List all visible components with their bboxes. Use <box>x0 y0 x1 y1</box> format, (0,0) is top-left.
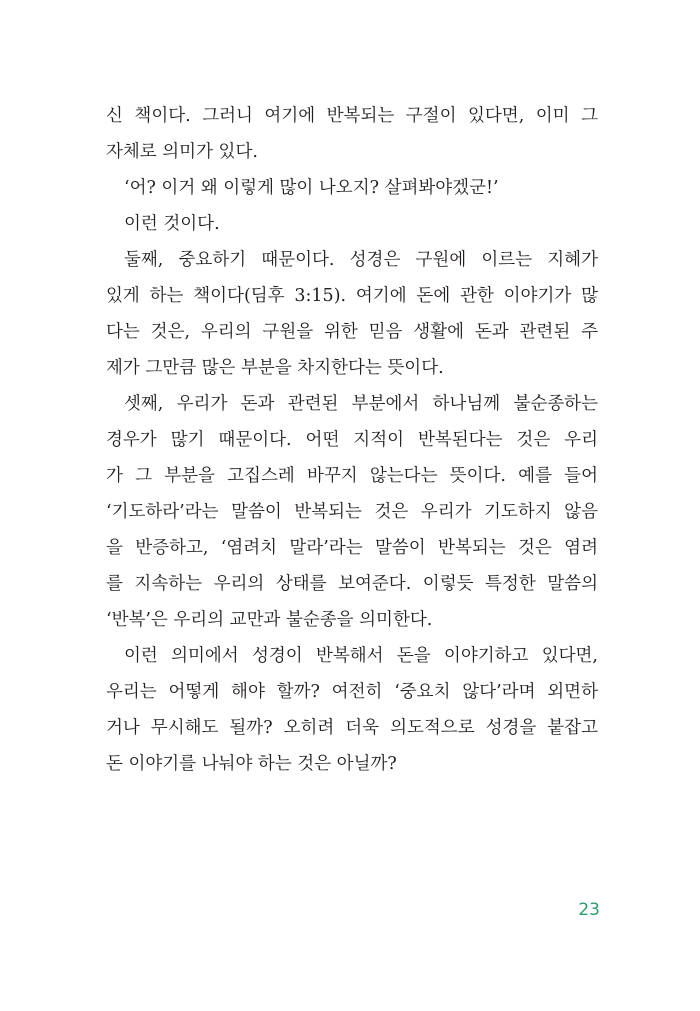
text-line: 돈 이야기를 나눠야 하는 것은 아닐까? <box>106 754 397 774</box>
text-line: ‘어? 이거 왜 이렇게 많이 나오지? 살펴봐야겠군!’ <box>124 178 499 198</box>
text-line: 우리는 어떻게 해야 할까? 여전히 ‘중요치 않다’라며 외면하 <box>106 682 598 702</box>
text-line: 이런 의미에서 성경이 반복해서 돈을 이야기하고 있다면, <box>124 646 598 666</box>
text-line: 자체로 의미가 있다. <box>106 142 258 162</box>
text-line: 신 책이다. 그러니 여기에 반복되는 구절이 있다면, 이미 그 <box>106 106 598 126</box>
text-line: 제가 그만큼 많은 부분을 차지한다는 뜻이다. <box>106 358 444 378</box>
text-line: 가 그 부분을 고집스레 바꾸지 않는다는 뜻이다. 예를 들어 <box>106 466 598 486</box>
text-line: 있게 하는 책이다(딤후 3:15). 여기에 돈에 관한 이야기가 많 <box>106 286 598 306</box>
text-line: 을 반증하고, ‘염려치 말라’라는 말씀이 반복되는 것은 염려 <box>106 538 598 558</box>
text-line: 경우가 많기 때문이다. 어떤 지적이 반복된다는 것은 우리 <box>106 430 598 450</box>
text-line: 둘째, 중요하기 때문이다. 성경은 구원에 이르는 지혜가 <box>124 250 598 270</box>
text-line: 셋째, 우리가 돈과 관련된 부분에서 하나님께 불순종하는 <box>124 394 598 414</box>
text-line: 다는 것은, 우리의 구원을 위한 믿음 생활에 돈과 관련된 주 <box>106 322 598 342</box>
text-line: ‘기도하라’라는 말씀이 반복되는 것은 우리가 기도하지 않음 <box>106 502 598 522</box>
page-number: 23 <box>578 900 600 920</box>
body-text <box>106 98 598 782</box>
text-line: ‘반복’은 우리의 교만과 불순종을 의미한다. <box>106 610 433 630</box>
text-line: 를 지속하는 우리의 상태를 보여준다. 이렇듯 특정한 말씀의 <box>106 574 598 594</box>
text-line: 거나 무시해도 될까? 오히려 더욱 의도적으로 성경을 붙잡고 <box>106 718 598 738</box>
text-line: 이런 것이다. <box>124 214 220 234</box>
